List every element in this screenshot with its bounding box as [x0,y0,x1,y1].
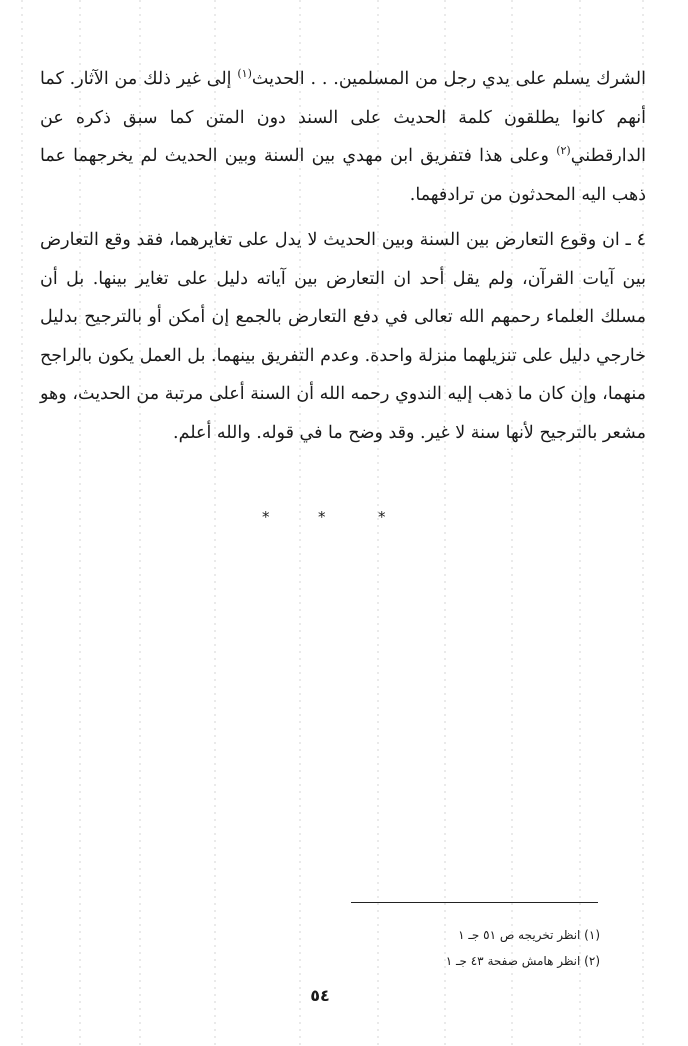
page-number: ٥٤ [310,986,330,1005]
footnote-ref-1: (١) [237,67,252,81]
paragraph-1-text-c: وعلى هذا فتفريق ابن مهدي بين السنة وبين الحديث لم يخرجهما عما ذهب اليه المحدثون من ترادفهما. [40,146,646,205]
footnotes [300,922,600,974]
separator-star-1: * [262,508,270,526]
main-text [40,60,646,452]
separator-star-3: * [378,508,386,526]
paragraph-2 [40,221,646,452]
paragraph-1-text-b: إلى غير ذلك من الآثار. كما أنهم كانوا يطلقون كلمة الحديث على السند دون المتن كما سبق ذكره عن الدارقطني [40,69,646,166]
separator-star-2: * [318,508,326,526]
footnote-ref-2: (٢) [556,144,571,158]
paragraph-2-text: ٤ ـ ان وقوع التعارض بين السنة وبين الحديث لا يدل على تغايرهما، فقد وقع التعارض بين آيات القرآن، ولم يقل أحد ان التعارض بين آياته دليل على تغاير بينها. بل أن مسلك العلماء رحمهم الله تعالى في دفع التعارض بالجمع إن أمكن أو بالترجيح بدليل خارجي دليل على تنزيلهما منزلة واحدة. وعدم التفريق بينهما. بل العمل يكون بالراجح منهما، وإن كان ما ذهب إليه الندوي رحمه الله أن السنة أعلى مرتبة من الحديث، وهو مشعر بالترجيح لأنها سنة لا غير. وقد وضح ما في قوله. والله أعلم. [40,230,646,443]
footnote-2: (٢) انظر هامش صفحة ٤٣ جـ ١ [445,954,600,968]
paragraph-1-text-a: الشرك يسلم على يدي رجل من المسلمين. . . الحديث [251,69,646,89]
section-separator [0,508,688,532]
paragraph-1 [40,60,646,214]
footnote-1: (١) انظر تخريجه ص ٥١ جـ ١ [458,928,600,942]
footnote-divider [351,902,598,903]
